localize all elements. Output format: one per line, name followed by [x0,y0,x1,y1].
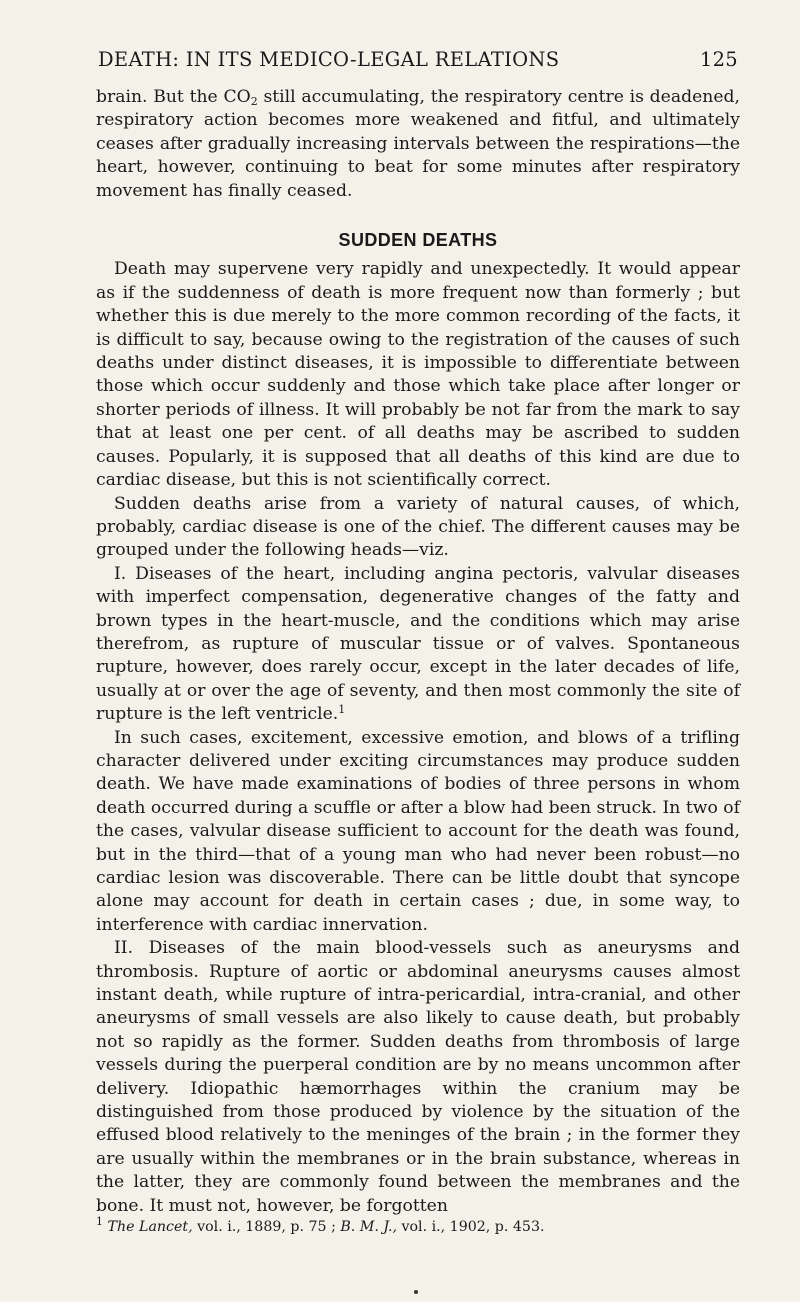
paragraph: Sudden deaths arise from a variety of natural causes, of which, probably, cardiac disease is one of the chief. The different causes may be grouped under the following heads—viz. [96,493,740,561]
footnote-reference: 1 [338,703,346,717]
subscript: 2 [250,95,258,108]
footnote-marker: 1 [96,1215,103,1229]
footnote-journal: B. M. J., [340,1219,397,1236]
footnote [96,1215,740,1237]
paragraph: Death may supervene very rapidly and unexpectedly. It would appear as if the suddenness of death is more frequent now than formerly ; but whether this is due merely to the more common recording of the facts, it is difficult to say, because owing to the registration of the causes of such deaths under distinct diseases, it is impossible to differentiate between those which occur suddenly and those which take place after longer or shorter periods of illness. It will probably be not far from the mark to say that at least one per cent. of all deaths may be ascribed to sudden causes. Popularly, it is supposed that all deaths of this kind are due to cardiac disease, but this is not scientifically correct. [96,259,740,491]
paragraph: II. Diseases of the main blood-vessels such as aneurysms and thrombosis. Rupture of aortic or abdominal aneurysms causes almost instant death, while rupture of intra-pericardial, intra-cranial, and other aneurysms of small vessels are also likely to cause death, but probably not so rapidly as the former. Sudden deaths from thrombosis of large vessels during the puerperal condition are by no means uncommon after delivery. Idiopathic hæmorrhages within the cranium may be distinguished from those produced by violence by the situation of the effused blood relatively to the meninges of the brain ; in the former they are usually within the membranes or in the brain substance, whereas in the latter, they are commonly found between the membranes and the bone. It must not, however, be forgotten [96,938,740,1216]
running-head-title: DEATH: IN ITS MEDICO-LEGAL RELATIONS [98,48,560,71]
page-number: 125 [699,48,738,71]
paragraph-text: I. Diseases of the heart, including angina pectoris, valvular diseases with imperfect compensation, degenerative changes of the fatty and brown types in the heart-muscle, and the conditions which may arise therefrom, as rupture of muscular tissue or of valves. Spontaneous rupture, however, does rarely occur, except in the later decades of life, usually at or over the age of seventy, and then most commonly the site of rupture is the left ventricle. [96,563,740,725]
body-text [96,86,740,1237]
footnote-citation: vol. i., 1889, p. 75 ; [192,1219,341,1236]
paragraph-continuation [96,86,740,203]
section-heading: SUDDEN DEATHS [338,230,498,251]
paragraph: In such cases, excitement, excessive emotion, and blows of a trifling character delivered under exciting circumstances may produce sudden death. We have made examinations of bodies of three persons in whom death occurred during a scuffle or after a blow had been struck. In two of the cases, valvular disease sufficient to account for the death was found, but in the third—that of a young man who had never been robust—no cardiac lesion was discoverable. There can be little doubt that syncope alone may account for death in certain cases ; due, in some way, to interference with cardiac innervation. [96,727,740,935]
paragraph-text: still accumulating, the respiratory centre is deadened, respiratory action becomes more weakened and fitful, and ultimately ceases after gradually increasing intervals between the respirations—the heart, however, continuing to beat for some minutes after respiratory movement has finally ceased. [96,87,740,201]
footnote-journal: The Lancet, [107,1219,193,1236]
running-head [98,48,738,82]
paragraph-text: brain. But the CO [96,87,251,107]
footnote-citation: vol. i., 1902, p. 453. [396,1219,545,1236]
ink-speck [414,1290,418,1294]
paragraph [96,563,740,727]
